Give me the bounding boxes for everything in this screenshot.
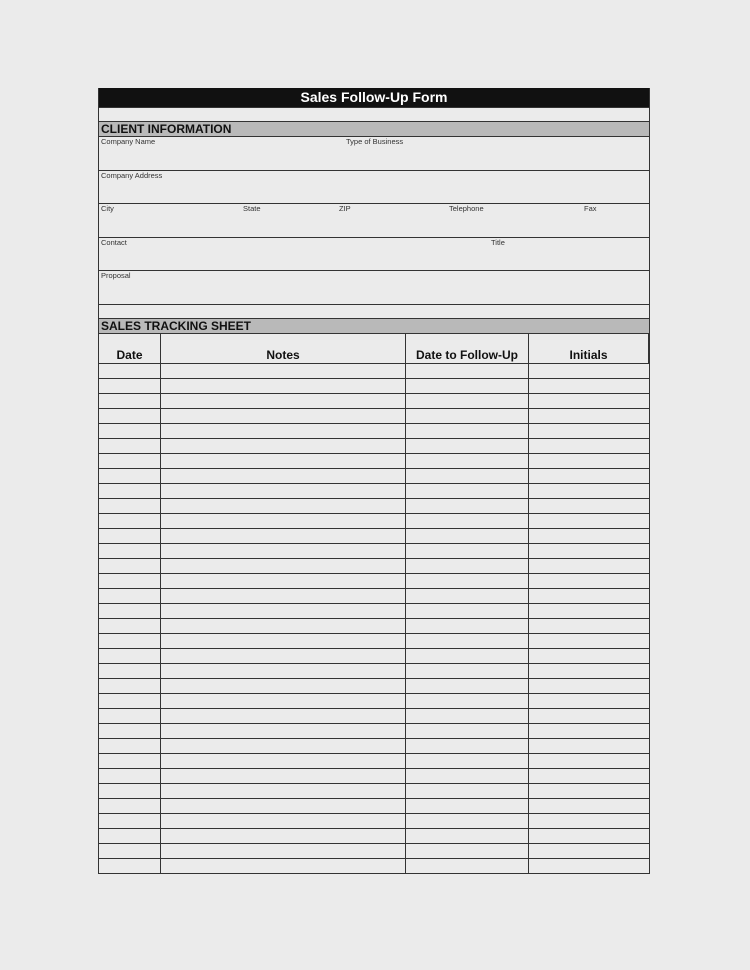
- client-info-row: [99, 238, 649, 272]
- table-cell-initials[interactable]: [529, 679, 649, 694]
- table-cell-notes[interactable]: [161, 424, 406, 439]
- table-cell-initials[interactable]: [529, 769, 649, 784]
- table-cell-date[interactable]: [99, 379, 161, 394]
- table-cell-date[interactable]: [99, 469, 161, 484]
- table-cell-initials[interactable]: [529, 634, 649, 649]
- table-cell-initials[interactable]: [529, 709, 649, 724]
- table-cell-date-to-follow-up[interactable]: [406, 364, 529, 379]
- table-cell-date-to-follow-up[interactable]: [406, 379, 529, 394]
- table-cell-date-to-follow-up[interactable]: [406, 844, 529, 859]
- sales-tracking-heading: SALES TRACKING SHEET: [99, 319, 649, 334]
- table-cell-date[interactable]: [99, 829, 161, 844]
- table-cell-date[interactable]: [99, 679, 161, 694]
- table-cell-initials[interactable]: [529, 379, 649, 394]
- table-cell-date[interactable]: [99, 529, 161, 544]
- table-cell-notes[interactable]: [161, 784, 406, 799]
- client-info-row: [99, 171, 649, 205]
- table-cell-notes[interactable]: [161, 379, 406, 394]
- table-cell-date-to-follow-up[interactable]: [406, 439, 529, 454]
- table-cell-date-to-follow-up[interactable]: [406, 754, 529, 769]
- table-cell-initials[interactable]: [529, 619, 649, 634]
- table-cell-notes[interactable]: [161, 799, 406, 814]
- table-cell-date-to-follow-up[interactable]: [406, 709, 529, 724]
- table-cell-notes[interactable]: [161, 664, 406, 679]
- sales-follow-up-form: [98, 88, 650, 874]
- table-cell-notes[interactable]: [161, 679, 406, 694]
- column-header-date: Date: [99, 334, 161, 364]
- table-cell-date-to-follow-up[interactable]: [406, 724, 529, 739]
- column-header-date-to-follow-up: Date to Follow-Up: [406, 334, 529, 364]
- table-cell-initials[interactable]: [529, 724, 649, 739]
- table-cell-initials[interactable]: [529, 694, 649, 709]
- field-label-city: City: [101, 204, 114, 213]
- column-header-initials: Initials: [529, 334, 649, 364]
- table-cell-date[interactable]: [99, 484, 161, 499]
- sales-tracking-table: [99, 334, 649, 874]
- table-cell-date-to-follow-up[interactable]: [406, 514, 529, 529]
- table-cell-initials[interactable]: [529, 574, 649, 589]
- table-cell-notes[interactable]: [161, 574, 406, 589]
- table-cell-initials[interactable]: [529, 559, 649, 574]
- table-cell-notes[interactable]: [161, 619, 406, 634]
- table-cell-date-to-follow-up[interactable]: [406, 769, 529, 784]
- table-cell-date-to-follow-up[interactable]: [406, 559, 529, 574]
- table-cell-date[interactable]: [99, 589, 161, 604]
- field-label-telephone: Telephone: [449, 204, 484, 213]
- client-information-heading: CLIENT INFORMATION: [99, 122, 649, 137]
- table-cell-notes[interactable]: [161, 844, 406, 859]
- table-cell-initials[interactable]: [529, 499, 649, 514]
- table-cell-notes[interactable]: [161, 604, 406, 619]
- table-cell-notes[interactable]: [161, 694, 406, 709]
- table-cell-initials[interactable]: [529, 409, 649, 424]
- field-label-type-of-business: Type of Business: [346, 137, 404, 146]
- spacer-row: [99, 305, 649, 319]
- field-label-proposal: Proposal: [101, 271, 131, 280]
- table-cell-date[interactable]: [99, 814, 161, 829]
- table-cell-initials[interactable]: [529, 439, 649, 454]
- table-cell-date-to-follow-up[interactable]: [406, 484, 529, 499]
- table-cell-date-to-follow-up[interactable]: [406, 859, 529, 874]
- table-cell-notes[interactable]: [161, 634, 406, 649]
- table-cell-notes[interactable]: [161, 559, 406, 574]
- table-cell-notes[interactable]: [161, 649, 406, 664]
- spacer-row: [99, 108, 649, 122]
- field-label-zip: ZIP: [339, 204, 351, 213]
- field-label-state: State: [243, 204, 261, 213]
- table-cell-date[interactable]: [99, 559, 161, 574]
- table-cell-date-to-follow-up[interactable]: [406, 604, 529, 619]
- table-cell-date-to-follow-up[interactable]: [406, 469, 529, 484]
- client-info-row: [99, 137, 649, 171]
- table-cell-initials[interactable]: [529, 829, 649, 844]
- table-cell-date[interactable]: [99, 664, 161, 679]
- table-cell-date[interactable]: [99, 709, 161, 724]
- table-cell-initials[interactable]: [529, 454, 649, 469]
- table-cell-notes[interactable]: [161, 529, 406, 544]
- table-cell-date[interactable]: [99, 859, 161, 874]
- table-cell-initials[interactable]: [529, 364, 649, 379]
- table-cell-date[interactable]: [99, 454, 161, 469]
- table-cell-date-to-follow-up[interactable]: [406, 784, 529, 799]
- table-cell-notes[interactable]: [161, 724, 406, 739]
- client-info-row: [99, 271, 649, 305]
- table-cell-initials[interactable]: [529, 799, 649, 814]
- table-cell-initials[interactable]: [529, 514, 649, 529]
- table-cell-date[interactable]: [99, 634, 161, 649]
- table-cell-date[interactable]: [99, 439, 161, 454]
- table-cell-date-to-follow-up[interactable]: [406, 694, 529, 709]
- table-cell-initials[interactable]: [529, 664, 649, 679]
- table-cell-date-to-follow-up[interactable]: [406, 574, 529, 589]
- table-cell-notes[interactable]: [161, 469, 406, 484]
- table-cell-date-to-follow-up[interactable]: [406, 499, 529, 514]
- table-cell-date[interactable]: [99, 604, 161, 619]
- table-cell-notes[interactable]: [161, 364, 406, 379]
- table-cell-date[interactable]: [99, 769, 161, 784]
- table-cell-date-to-follow-up[interactable]: [406, 589, 529, 604]
- table-cell-date[interactable]: [99, 799, 161, 814]
- table-cell-initials[interactable]: [529, 814, 649, 829]
- table-cell-date-to-follow-up[interactable]: [406, 814, 529, 829]
- table-cell-notes[interactable]: [161, 454, 406, 469]
- table-cell-date-to-follow-up[interactable]: [406, 829, 529, 844]
- table-cell-initials[interactable]: [529, 544, 649, 559]
- field-label-title: Title: [491, 237, 505, 247]
- table-cell-date[interactable]: [99, 619, 161, 634]
- field-label-company-name: Company Name: [101, 137, 156, 146]
- table-cell-notes[interactable]: [161, 754, 406, 769]
- table-cell-initials[interactable]: [529, 844, 649, 859]
- table-cell-notes[interactable]: [161, 394, 406, 409]
- table-cell-notes[interactable]: [161, 589, 406, 604]
- table-cell-initials[interactable]: [529, 484, 649, 499]
- table-cell-date[interactable]: [99, 394, 161, 409]
- table-cell-date[interactable]: [99, 784, 161, 799]
- table-cell-date[interactable]: [99, 364, 161, 379]
- table-cell-initials[interactable]: [529, 469, 649, 484]
- table-cell-notes[interactable]: [161, 409, 406, 424]
- table-cell-date-to-follow-up[interactable]: [406, 454, 529, 469]
- table-cell-date-to-follow-up[interactable]: [406, 394, 529, 409]
- table-cell-initials[interactable]: [529, 739, 649, 754]
- table-cell-date-to-follow-up[interactable]: [406, 799, 529, 814]
- table-cell-notes[interactable]: [161, 829, 406, 844]
- table-cell-date-to-follow-up[interactable]: [406, 664, 529, 679]
- table-cell-notes[interactable]: [161, 514, 406, 529]
- table-cell-date[interactable]: [99, 574, 161, 589]
- field-label-contact: Contact: [101, 237, 127, 247]
- field-label-company-address: Company Address: [101, 170, 163, 180]
- table-cell-date[interactable]: [99, 499, 161, 514]
- table-cell-date[interactable]: [99, 739, 161, 754]
- table-cell-initials[interactable]: [529, 589, 649, 604]
- table-cell-initials[interactable]: [529, 529, 649, 544]
- table-cell-date[interactable]: [99, 844, 161, 859]
- client-info-row: [99, 204, 649, 238]
- table-cell-date-to-follow-up[interactable]: [406, 679, 529, 694]
- table-cell-notes[interactable]: [161, 544, 406, 559]
- table-cell-notes[interactable]: [161, 484, 406, 499]
- table-cell-date[interactable]: [99, 544, 161, 559]
- table-cell-date-to-follow-up[interactable]: [406, 544, 529, 559]
- table-cell-notes[interactable]: [161, 499, 406, 514]
- table-cell-date-to-follow-up[interactable]: [406, 739, 529, 754]
- table-cell-date[interactable]: [99, 754, 161, 769]
- table-cell-initials[interactable]: [529, 604, 649, 619]
- table-cell-date[interactable]: [99, 694, 161, 709]
- table-cell-initials[interactable]: [529, 649, 649, 664]
- table-cell-notes[interactable]: [161, 769, 406, 784]
- form-title: Sales Follow-Up Form: [99, 88, 649, 108]
- table-cell-notes[interactable]: [161, 859, 406, 874]
- table-cell-date-to-follow-up[interactable]: [406, 424, 529, 439]
- table-cell-date[interactable]: [99, 649, 161, 664]
- table-cell-date[interactable]: [99, 424, 161, 439]
- table-cell-date-to-follow-up[interactable]: [406, 529, 529, 544]
- field-label-fax: Fax: [584, 204, 597, 213]
- table-cell-initials[interactable]: [529, 784, 649, 799]
- table-cell-initials[interactable]: [529, 754, 649, 769]
- table-cell-initials[interactable]: [529, 424, 649, 439]
- table-cell-notes[interactable]: [161, 814, 406, 829]
- table-cell-date[interactable]: [99, 409, 161, 424]
- table-cell-date[interactable]: [99, 724, 161, 739]
- table-cell-date-to-follow-up[interactable]: [406, 619, 529, 634]
- table-cell-notes[interactable]: [161, 739, 406, 754]
- table-cell-notes[interactable]: [161, 709, 406, 724]
- table-cell-date-to-follow-up[interactable]: [406, 634, 529, 649]
- client-information-fields: [99, 137, 649, 305]
- column-header-notes: Notes: [161, 334, 406, 364]
- table-cell-initials[interactable]: [529, 394, 649, 409]
- table-cell-initials[interactable]: [529, 859, 649, 874]
- table-cell-date-to-follow-up[interactable]: [406, 649, 529, 664]
- table-cell-date-to-follow-up[interactable]: [406, 409, 529, 424]
- table-cell-notes[interactable]: [161, 439, 406, 454]
- table-cell-date[interactable]: [99, 514, 161, 529]
